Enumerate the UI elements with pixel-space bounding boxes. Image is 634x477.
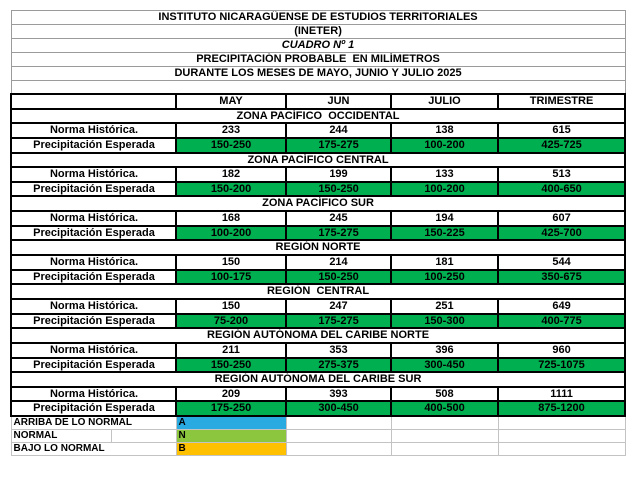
section-header: REGIÓN CENTRAL [11,284,625,299]
legend-empty-cell [391,430,498,443]
legend-label-arriba: ARRIBA DE LO NORMAL [11,416,176,430]
legend-empty-cell [391,443,498,456]
esperada-value: 725-1075 [498,358,625,373]
esperada-value: 175-275 [286,226,391,241]
col-header-may: MAY [176,94,286,109]
norma-value: 150 [176,255,286,270]
esperada-value: 400-500 [391,401,498,416]
esperada-value: 100-250 [391,270,498,285]
title-period: DURANTE LOS MESES DE MAYO, JUNIO Y JULIO 2025 [11,67,625,81]
title-acronym: (INETER) [11,25,625,39]
esperada-value: 275-375 [286,358,391,373]
esperada-value: 100-200 [391,182,498,197]
norma-value: 649 [498,299,625,314]
col-header-julio: JULIO [391,94,498,109]
row-label-norma: Norma Histórica. [11,123,176,138]
norma-value: 182 [176,167,286,182]
spacer-row [11,81,625,95]
corner-cell [11,94,176,109]
norma-value: 244 [286,123,391,138]
norma-value: 960 [498,343,625,358]
row-label-norma: Norma Histórica. [11,211,176,226]
esperada-value: 175-275 [286,314,391,329]
section-header: REGIÓN AUTÓNOMA DEL CARIBE NORTE [11,328,625,343]
norma-value: 393 [286,387,391,402]
legend-empty-cell [498,443,625,456]
legend-empty-cell [498,430,625,443]
row-label-esperada: Precipitación Esperada [11,358,176,373]
legend-swatch-bajo: B [176,443,286,456]
legend-empty-cell [391,416,498,430]
section-header: ZONA PACÍFICO CENTRAL [11,153,625,168]
row-label-esperada: Precipitación Esperada [11,270,176,285]
esperada-value: 350-675 [498,270,625,285]
norma-value: 138 [391,123,498,138]
norma-value: 214 [286,255,391,270]
row-label-esperada: Precipitación Esperada [11,401,176,416]
norma-value: 168 [176,211,286,226]
norma-value: 133 [391,167,498,182]
legend-swatch-arriba: A [176,416,286,430]
legend-label-bajo: BAJO LO NORMAL [11,443,176,456]
legend-empty-cell [286,430,391,443]
norma-value: 1111 [498,387,625,402]
esperada-value: 400-650 [498,182,625,197]
section-header: REGIÓN NORTE [11,240,625,255]
norma-value: 209 [176,387,286,402]
norma-value: 513 [498,167,625,182]
esperada-value: 150-250 [286,270,391,285]
norma-value: 150 [176,299,286,314]
row-label-esperada: Precipitación Esperada [11,182,176,197]
row-label-norma: Norma Histórica. [11,167,176,182]
norma-value: 607 [498,211,625,226]
section-header: ZONA PACÍFICO SUR [11,196,625,211]
esperada-value: 400-775 [498,314,625,329]
esperada-value: 875-1200 [498,401,625,416]
norma-value: 181 [391,255,498,270]
esperada-value: 425-725 [498,138,625,153]
norma-value: 245 [286,211,391,226]
title-subject: PRECIPITACIÓN PROBABLE EN MILÍMETROS [11,53,625,67]
row-label-esperada: Precipitación Esperada [11,226,176,241]
esperada-value: 100-200 [391,138,498,153]
col-header-trimestre: TRIMESTRE [498,94,625,109]
precipitation-table [10,10,626,456]
section-header: ZONA PACÍFICO OCCIDENTAL [11,109,625,124]
esperada-value: 150-250 [286,182,391,197]
row-label-esperada: Precipitación Esperada [11,314,176,329]
norma-value: 233 [176,123,286,138]
legend-empty-cell [498,416,625,430]
legend-empty-cell [286,443,391,456]
legend-label-normal: NORMAL [11,430,111,443]
row-label-norma: Norma Histórica. [11,343,176,358]
esperada-value: 150-225 [391,226,498,241]
esperada-value: 300-450 [286,401,391,416]
esperada-value: 175-275 [286,138,391,153]
esperada-value: 75-200 [176,314,286,329]
norma-value: 194 [391,211,498,226]
legend-empty-cell [286,416,391,430]
legend-empty-cell [111,430,176,443]
row-label-norma: Norma Histórica. [11,299,176,314]
esperada-value: 100-200 [176,226,286,241]
section-header: REGIÓN AUTÓNOMA DEL CARIBE SUR [11,372,625,387]
title-institution: INSTITUTO NICARAGÜENSE DE ESTUDIOS TERRITORIALES [11,11,625,25]
esperada-value: 150-200 [176,182,286,197]
col-header-jun: JUN [286,94,391,109]
legend-swatch-normal: N [176,430,286,443]
esperada-value: 425-700 [498,226,625,241]
norma-value: 353 [286,343,391,358]
norma-value: 544 [498,255,625,270]
esperada-value: 300-450 [391,358,498,373]
norma-value: 615 [498,123,625,138]
row-label-esperada: Precipitación Esperada [11,138,176,153]
esperada-value: 175-250 [176,401,286,416]
row-label-norma: Norma Histórica. [11,255,176,270]
esperada-value: 150-300 [391,314,498,329]
title-cuadro: CUADRO Nº 1 [11,39,625,53]
norma-value: 396 [391,343,498,358]
esperada-value: 150-250 [176,138,286,153]
esperada-value: 150-250 [176,358,286,373]
norma-value: 211 [176,343,286,358]
norma-value: 247 [286,299,391,314]
norma-value: 251 [391,299,498,314]
row-label-norma: Norma Histórica. [11,387,176,402]
esperada-value: 100-175 [176,270,286,285]
norma-value: 508 [391,387,498,402]
norma-value: 199 [286,167,391,182]
